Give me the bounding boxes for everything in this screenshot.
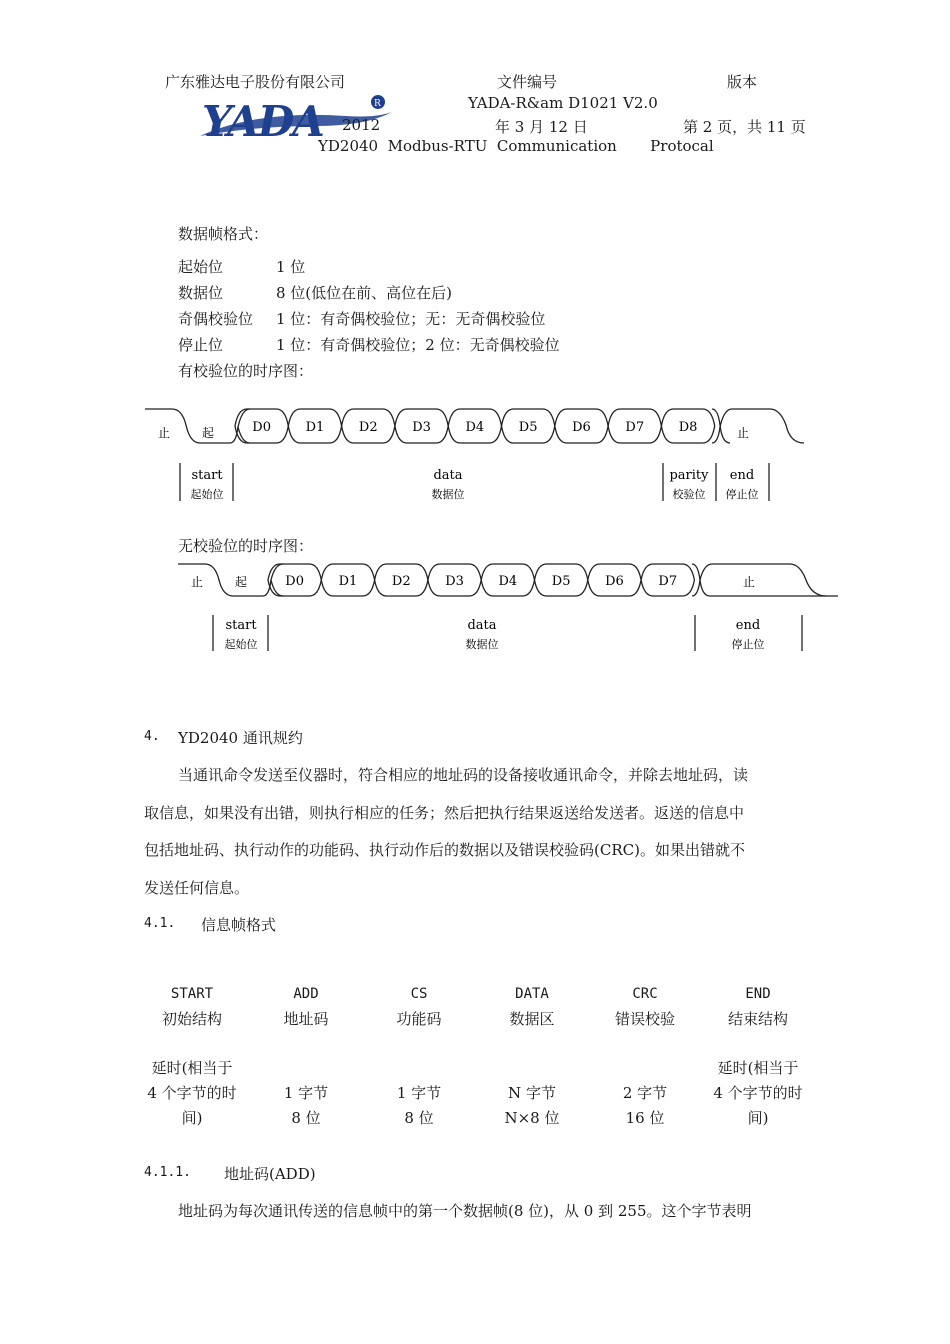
column-cn: 功能码 xyxy=(396,1010,442,1028)
desc-line: 2 字节 xyxy=(622,1084,668,1102)
bit-label: D3 xyxy=(445,574,464,589)
frame-column-data xyxy=(482,982,582,1032)
frame-column-start xyxy=(142,982,242,1032)
section-number: 4. xyxy=(144,729,160,744)
page-indicator: 第 2 页，共 11 页 xyxy=(683,118,806,136)
section-number: 4.1.1. xyxy=(144,1165,191,1180)
desc-line: 4 个字节的时 xyxy=(147,1084,237,1102)
start-bit-label: 起 xyxy=(202,426,215,440)
desc-line: 8 位 xyxy=(404,1109,434,1127)
column-en: END xyxy=(745,986,771,1002)
timing-diagram-noparity xyxy=(0,545,950,660)
desc-line: 1 字节 xyxy=(396,1084,442,1102)
frame-format-title: 数据帧格式： xyxy=(178,225,269,243)
column-cn: 初始结构 xyxy=(161,1010,222,1028)
idle-label: 止 xyxy=(158,426,171,440)
end-en-label: end xyxy=(729,468,755,483)
frame-row-value: 1 位 xyxy=(276,258,306,276)
bit-label: D0 xyxy=(252,420,272,435)
desc-line: 1 字节 xyxy=(283,1084,329,1102)
column-en: DATA xyxy=(515,986,549,1002)
section-heading: 信息帧格式 xyxy=(201,916,277,934)
bit-label: D6 xyxy=(605,574,624,589)
bit-label: D7 xyxy=(625,420,645,435)
desc-line: 延时(相当于 xyxy=(151,1059,233,1077)
frame-column-add-desc xyxy=(256,1081,356,1131)
header-date: 年 3 月 12 日 xyxy=(495,118,588,136)
parity-en-label: parity xyxy=(669,468,709,483)
frame-column-cs xyxy=(369,982,469,1032)
frame-row-value: 1 位：有奇偶校验位；2 位：无奇偶校验位 xyxy=(276,336,560,354)
paragraph-line: 发送任何信息。 xyxy=(144,879,250,897)
desc-line: 16 位 xyxy=(625,1109,665,1127)
frame-column-crc-desc xyxy=(595,1081,695,1131)
desc-line: N×8 位 xyxy=(504,1109,560,1127)
desc-line: 4 个字节的时 xyxy=(713,1084,803,1102)
section-heading: YD2040 通讯规约 xyxy=(178,729,303,747)
bit-label: D2 xyxy=(391,574,411,589)
version-label: 版本 xyxy=(727,73,758,91)
bit-label: D5 xyxy=(518,420,538,435)
end-cn-label: 停止位 xyxy=(725,488,759,501)
desc-line: 延时(相当于 xyxy=(717,1059,799,1077)
data-en-label: data xyxy=(433,468,463,483)
column-cn: 地址码 xyxy=(283,1010,329,1028)
bit-label: D6 xyxy=(572,420,591,435)
start-cn-label: 起始位 xyxy=(224,638,258,651)
stop-bit-label: 止 xyxy=(737,426,750,440)
paragraph-line: 包括地址码、执行动作的功能码、执行动作后的数据以及错误校验码(CRC)。如果出错就不 xyxy=(144,841,745,859)
stop-bit-label: 止 xyxy=(743,575,756,589)
section-heading: 地址码(ADD) xyxy=(224,1165,316,1183)
frame-column-add xyxy=(256,982,356,1032)
doc-number-label: 文件编号 xyxy=(497,73,558,91)
bit-label: D8 xyxy=(678,420,698,435)
frame-column-crc xyxy=(595,982,695,1032)
end-cn-label: 停止位 xyxy=(731,638,765,651)
start-en-label: start xyxy=(191,468,223,483)
timing-noparity-title: 无校验位的时序图： xyxy=(178,537,314,555)
data-en-label: data xyxy=(467,618,497,633)
svg-text:YADA: YADA xyxy=(202,97,323,146)
bit-label: D3 xyxy=(412,420,431,435)
bit-label: D1 xyxy=(305,420,325,435)
bit-label: D7 xyxy=(658,574,678,589)
data-cn-label: 数据位 xyxy=(465,638,499,651)
frame-row-name: 奇偶校验位 xyxy=(178,310,254,328)
frame-column-start-desc xyxy=(142,1056,242,1131)
desc-line: 间) xyxy=(181,1109,203,1127)
idle-label: 止 xyxy=(191,575,204,589)
column-en: CRC xyxy=(632,986,658,1002)
column-cn: 数据区 xyxy=(509,1010,555,1028)
bit-label: D5 xyxy=(551,574,571,589)
frame-row-name: 起始位 xyxy=(178,258,224,276)
bit-label: D4 xyxy=(498,574,518,589)
doc-number: YADA-R&am D1021 V2.0 xyxy=(468,94,658,112)
frame-column-end-desc xyxy=(708,1056,808,1131)
desc-line: 间) xyxy=(747,1109,769,1127)
column-cn: 结束结构 xyxy=(727,1010,788,1028)
paragraph-line: 取信息，如果没有出错，则执行相应的任务；然后把执行结果返送给发送者。返送的信息中 xyxy=(144,804,745,822)
section-number: 4.1. xyxy=(144,916,176,931)
desc-line: N 字节 xyxy=(508,1084,556,1102)
header-subtitle: YD2040 Modbus-RTU Communication Protocal xyxy=(318,137,714,155)
timing-diagram-parity xyxy=(0,395,950,515)
column-en: CS xyxy=(410,986,428,1002)
frame-row-name: 数据位 xyxy=(178,284,224,302)
start-en-label: start xyxy=(225,618,257,633)
frame-row-value: 8 位(低位在前、高位在后) xyxy=(276,284,453,302)
header-year: 2012 xyxy=(342,116,381,134)
frame-column-data-desc xyxy=(482,1081,582,1131)
paragraph-line: 地址码为每次通讯传送的信息帧中的第一个数据帧(8 位)，从 0 到 255。这个字节表明 xyxy=(178,1202,752,1220)
column-en: START xyxy=(170,986,214,1002)
frame-column-cs-desc xyxy=(369,1081,469,1131)
start-cn-label: 起始位 xyxy=(190,488,224,501)
paragraph-line: 当通讯命令发送至仪器时，符合相应的地址码的设备接收通讯命令，并除去地址码，读 xyxy=(178,766,749,784)
timing-parity-title: 有校验位的时序图： xyxy=(178,362,314,380)
bit-label: D0 xyxy=(285,574,305,589)
bit-label: D2 xyxy=(358,420,378,435)
desc-line: 8 位 xyxy=(291,1109,321,1127)
frame-row-name: 停止位 xyxy=(178,336,224,354)
data-cn-label: 数据位 xyxy=(431,488,465,501)
start-bit-label: 起 xyxy=(235,575,248,589)
company-name: 广东雅达电子股份有限公司 xyxy=(165,73,346,91)
bit-label: D1 xyxy=(338,574,358,589)
frame-row-value: 1 位：有奇偶校验位；无：无奇偶校验位 xyxy=(276,310,546,328)
column-cn: 错误校验 xyxy=(614,1010,675,1028)
parity-cn-label: 校验位 xyxy=(672,488,706,501)
frame-column-end xyxy=(708,982,808,1032)
end-en-label: end xyxy=(735,618,761,633)
bit-label: D4 xyxy=(465,420,485,435)
svg-text:R: R xyxy=(374,99,381,109)
column-en: ADD xyxy=(293,986,319,1002)
